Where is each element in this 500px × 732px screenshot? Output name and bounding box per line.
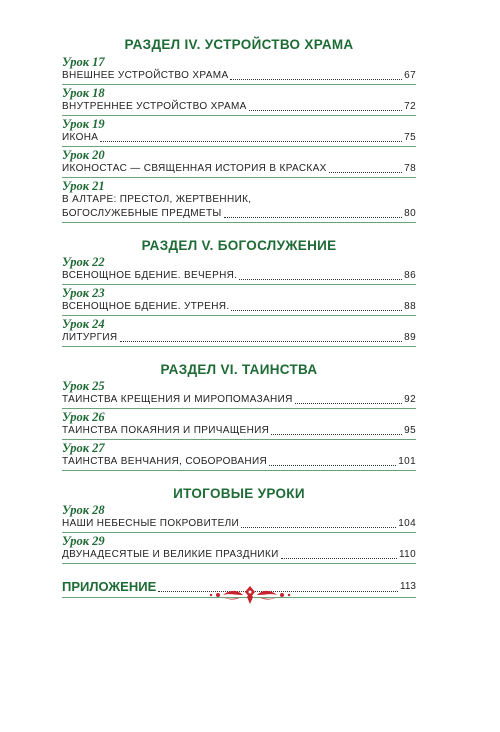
page-number: 72	[404, 101, 416, 112]
lesson-heading: Урок 20	[62, 148, 105, 162]
toc-entry[interactable]	[62, 393, 416, 409]
lesson-heading: Урок 27	[62, 441, 105, 455]
toc-entry[interactable]	[62, 300, 416, 316]
entry-title: ДВУНАДЕСЯТЫЕ И ВЕЛИКИЕ ПРАЗДНИКИ	[62, 549, 279, 560]
entry-title: ВСЕНОЩНОЕ БДЕНИЕ. ВЕЧЕРНЯ.	[62, 270, 238, 281]
leader-dots	[224, 217, 403, 218]
lesson-heading: Урок 25	[62, 379, 105, 393]
page-number: 86	[404, 270, 416, 281]
page-number: 89	[404, 332, 416, 343]
section-title: РАЗДЕЛ IV. УСТРОЙСТВО ХРАМА	[124, 37, 354, 52]
lesson-heading: Урок 18	[62, 86, 105, 100]
entry-title: ИКОНОСТАС — СВЯЩЕННАЯ ИСТОРИЯ В КРАСКАХ	[62, 163, 327, 174]
section-title: РАЗДЕЛ V. БОГОСЛУЖЕНИЕ	[141, 238, 337, 253]
toc-entry[interactable]	[62, 162, 416, 178]
page-number: 67	[404, 70, 416, 81]
lesson-heading: Урок 21	[62, 179, 105, 193]
page-number: 110	[399, 549, 416, 560]
entry-title: ВСЕНОЩНОЕ БДЕНИЕ. УТРЕНЯ.	[62, 301, 230, 312]
entry-title: ЛИТУРГИЯ	[62, 332, 118, 343]
section-final	[62, 485, 416, 564]
entry-title: ТАИНСТВА ВЕНЧАНИЯ, СОБОРОВАНИЯ	[62, 456, 268, 467]
leader-dots	[329, 172, 403, 173]
entry-title: ИКОНА	[62, 132, 99, 143]
leader-dots	[100, 141, 402, 142]
page-number: 78	[404, 163, 416, 174]
lesson-heading: Урок 23	[62, 286, 105, 300]
page-number: 101	[398, 456, 416, 467]
leader-dots	[271, 434, 402, 435]
lesson-heading: Урок 26	[62, 410, 105, 424]
toc-entry[interactable]	[62, 548, 416, 564]
page-number: 92	[404, 394, 416, 405]
entry-title: ВНУТРЕННЕЕ УСТРОЙСТВО ХРАМА	[62, 101, 247, 112]
lesson-heading: Урок 17	[62, 55, 105, 69]
page-number: 113	[400, 581, 416, 592]
entry-title: НАШИ НЕБЕСНЫЕ ПОКРОВИТЕЛИ	[62, 518, 240, 529]
entry-title-line2: БОГОСЛУЖЕБНЫЕ ПРЕДМЕТЫ	[62, 208, 222, 219]
leader-dots	[230, 79, 402, 80]
leader-dots	[269, 465, 396, 466]
section-vi	[62, 361, 416, 471]
toc-entry[interactable]	[62, 517, 416, 533]
leader-dots	[239, 279, 402, 280]
page-number: 75	[404, 132, 416, 143]
page-number: 88	[404, 301, 416, 312]
lesson-heading: Урок 29	[62, 534, 105, 548]
entry-title: ТАИНСТВА КРЕЩЕНИЯ И МИРОПОМАЗАНИЯ	[62, 394, 293, 405]
entry-title: ВНЕШНЕЕ УСТРОЙСТВО ХРАМА	[62, 70, 229, 81]
lesson-heading: Урок 22	[62, 255, 105, 269]
section-iv	[62, 36, 416, 223]
section-title: РАЗДЕЛ VI. ТАИНСТВА	[160, 362, 318, 377]
toc-entry[interactable]	[62, 424, 416, 440]
toc-entry[interactable]	[62, 331, 416, 347]
entry-title-line1: В АЛТАРЕ: ПРЕСТОЛ, ЖЕРТВЕННИК,	[62, 194, 252, 205]
toc-entry[interactable]	[62, 193, 416, 223]
toc-entry[interactable]	[62, 131, 416, 147]
entry-title: ТАИНСТВА ПОКАЯНИЯ И ПРИЧАЩЕНИЯ	[62, 425, 270, 436]
toc-entry[interactable]	[62, 269, 416, 285]
page-number: 95	[404, 425, 416, 436]
red-floral-ornament-icon	[205, 584, 295, 606]
leader-dots	[295, 403, 402, 404]
lesson-heading: Урок 24	[62, 317, 105, 331]
table-of-contents	[62, 36, 416, 598]
toc-entry[interactable]	[62, 69, 416, 85]
leader-dots	[241, 527, 396, 528]
leader-dots	[231, 310, 402, 311]
toc-entry[interactable]	[62, 455, 416, 471]
leader-dots	[120, 341, 403, 342]
lesson-heading: Урок 28	[62, 503, 105, 517]
page-number: 104	[398, 518, 416, 529]
section-v	[62, 237, 416, 347]
toc-entry[interactable]	[62, 100, 416, 116]
section-title: ИТОГОВЫЕ УРОКИ	[173, 486, 305, 501]
lesson-heading: Урок 19	[62, 117, 105, 131]
leader-dots	[281, 558, 397, 559]
page-number: 80	[404, 208, 416, 219]
appendix-label: ПРИЛОЖЕНИЕ	[62, 579, 157, 594]
leader-dots	[249, 110, 402, 111]
